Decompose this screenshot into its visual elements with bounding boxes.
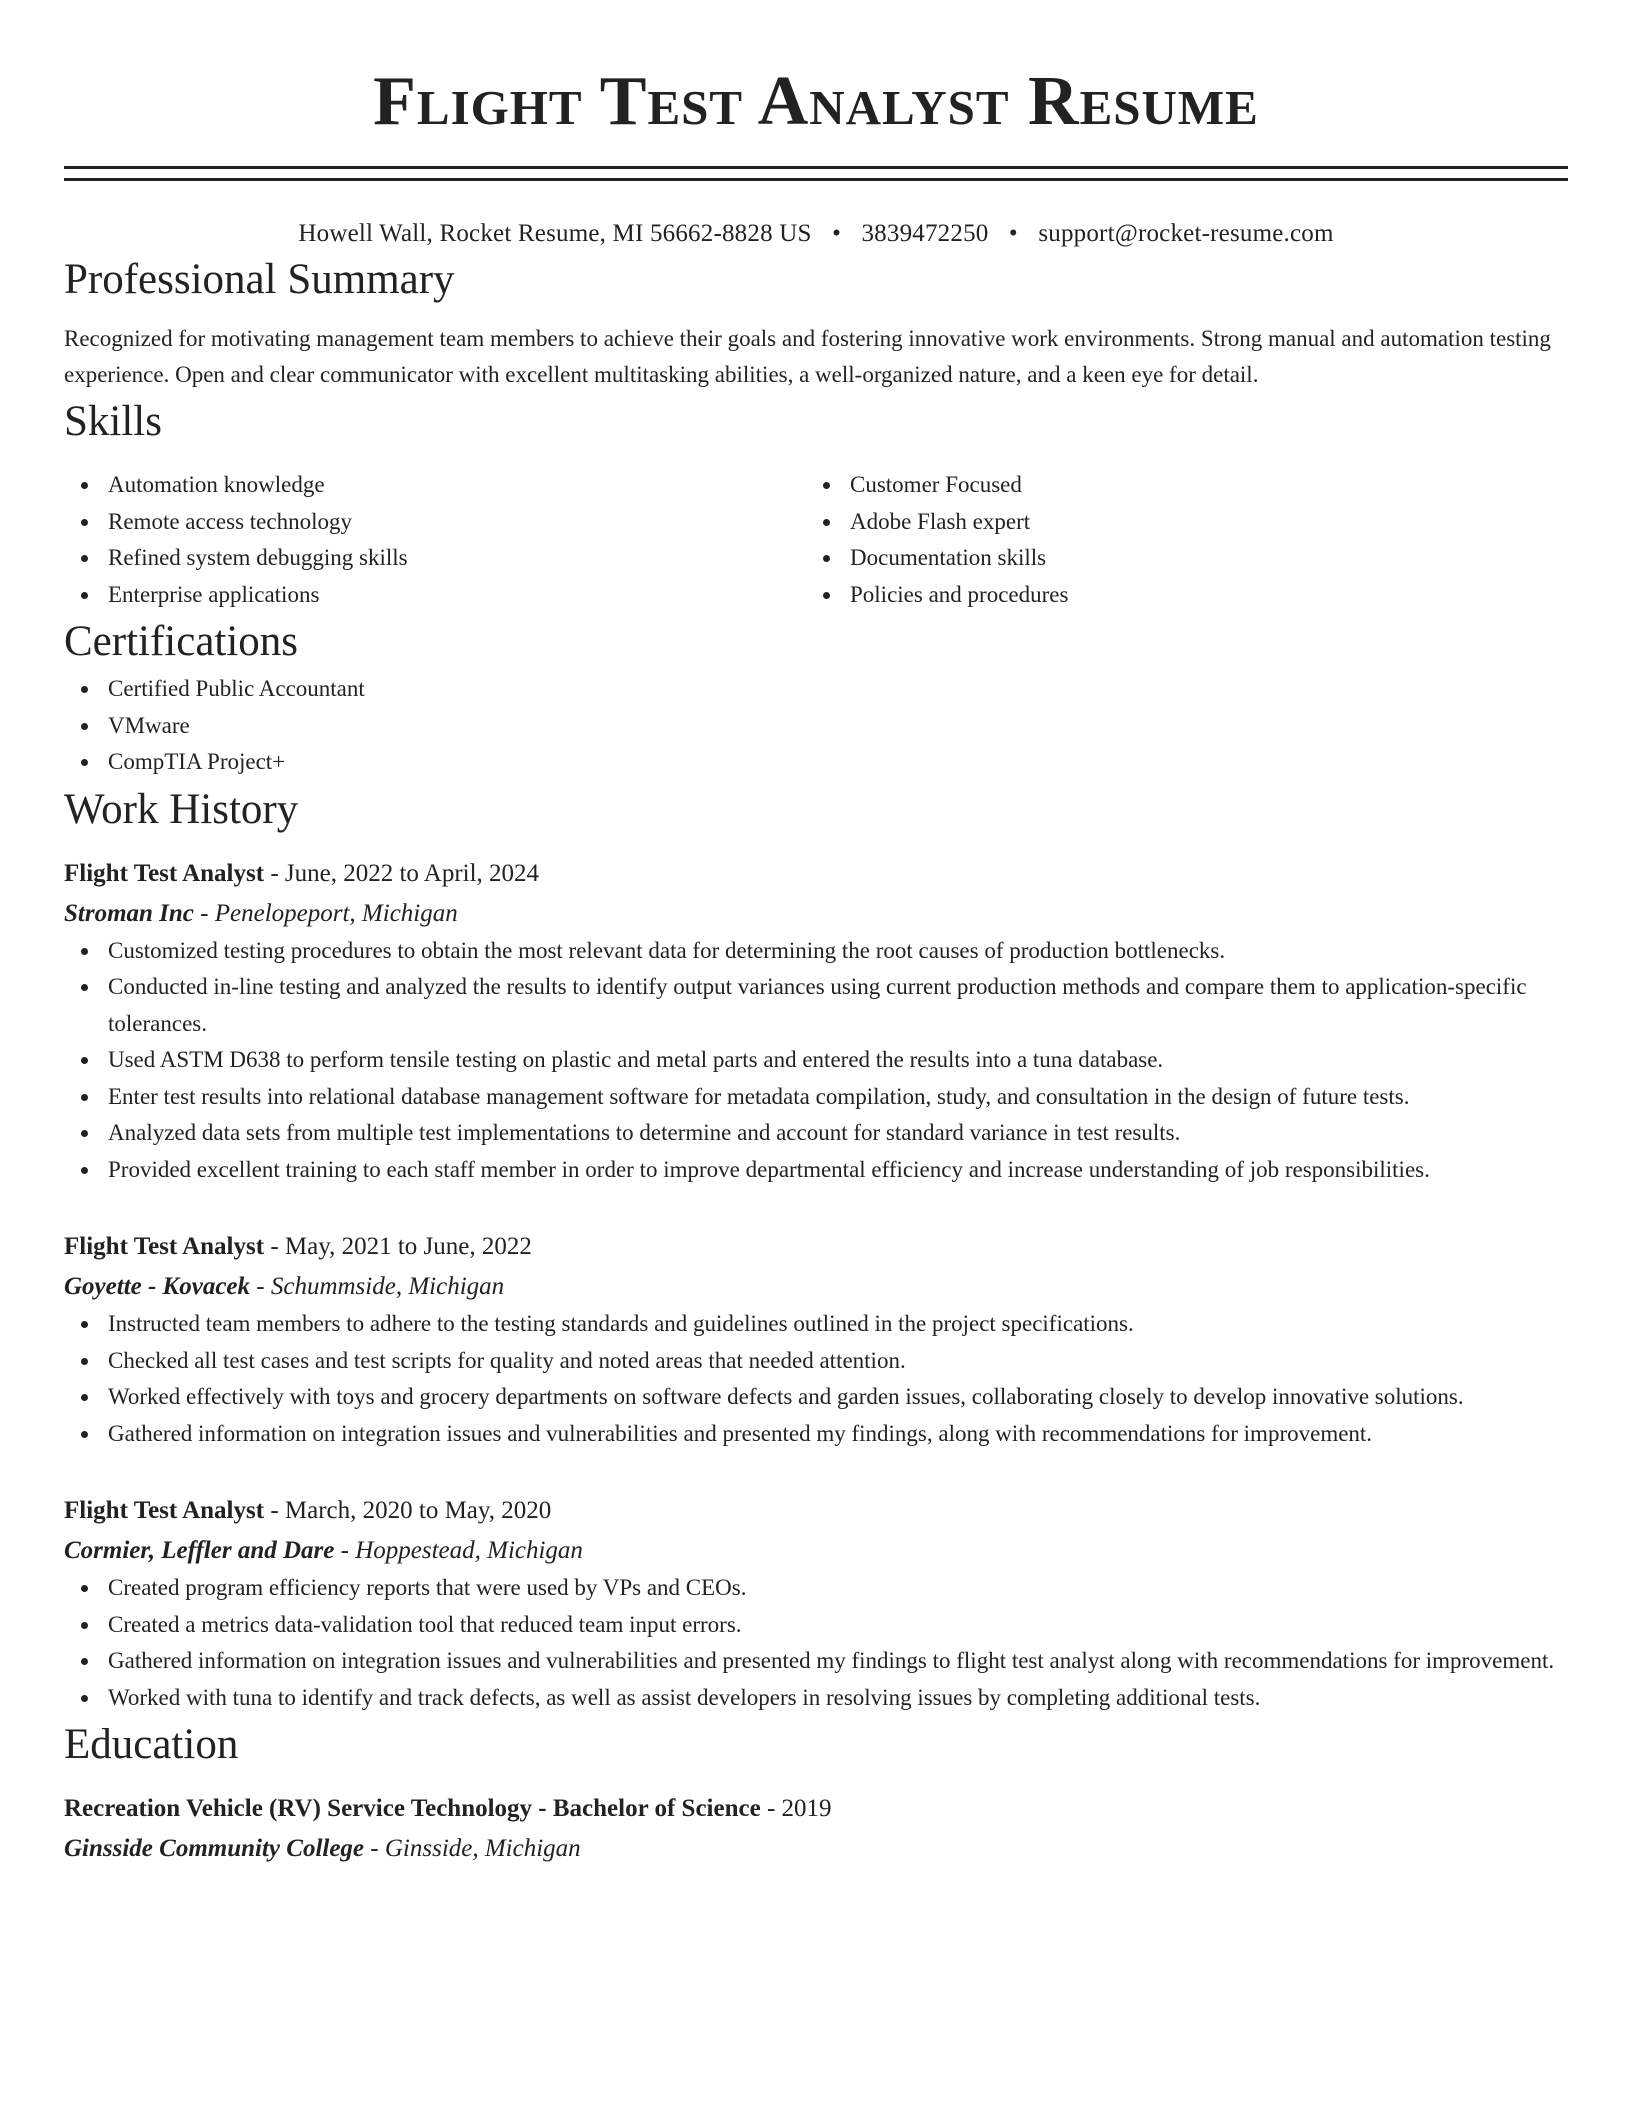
education-section [64,1716,1568,1868]
certification-item: Certified Public Accountant [108,671,1568,708]
contact-separator: • [1008,220,1018,247]
company-location: - Hoppestead, Michigan [340,1537,583,1564]
job-dates: - June, 2022 to April, 2024 [270,859,540,887]
skills-column-right [806,467,1548,613]
skill-item: Enterprise applications [108,577,806,614]
education-location: - Ginsside, Michigan [370,1835,581,1862]
job-bullet: Enter test results into relational database management software for metadata compilation, study, and consultation in the design of future tests. [108,1079,1568,1116]
contact-email: support@rocket-resume.com [1038,220,1334,247]
skill-item: Customer Focused [850,467,1548,504]
job-entry [64,1492,1568,1716]
job-title-line [64,1492,1568,1530]
skills-heading: Skills [64,398,162,445]
job-dates: - May, 2021 to June, 2022 [270,1233,532,1260]
job-bullet: Created a metrics data-validation tool that reduced team input errors. [108,1607,1568,1644]
education-degree: Recreation Vehicle (RV) Service Technology - Bachelor of Science [64,1795,761,1822]
job-entry [64,1228,1568,1452]
education-school-line [64,1830,1568,1868]
summary-section [64,251,1568,393]
job-entry [64,855,1568,1189]
company-name: Stroman Inc [64,899,194,927]
education-heading: Education [64,1721,239,1768]
work-history-section [64,781,1568,1717]
contact-address: Howell Wall, Rocket Resume, MI 56662-8828 US [298,220,812,247]
job-title-line [64,1228,1568,1266]
job-title: Flight Test Analyst [64,1497,265,1524]
job-bullet: Checked all test cases and test scripts for quality and noted areas that needed attention. [108,1343,1568,1380]
summary-text: Recognized for motivating management team members to achieve their goals and fostering innovative work environments. Strong manual and automation testing experience. Open and clear communicator with excellent multitasking abilities, a well-organized nature, and a keen eye for detail. [64,326,1551,387]
skill-item: Adobe Flash expert [850,504,1548,541]
certification-item: CompTIA Project+ [108,744,1568,781]
certifications-list [64,671,1568,781]
summary-heading: Professional Summary [64,256,455,303]
education-degree-line [64,1790,1568,1828]
skill-item: Automation knowledge [108,467,806,504]
skill-item: Refined system debugging skills [108,540,806,577]
job-bullet: Customized testing procedures to obtain the most relevant data for determining the root causes of production bottlenecks. [108,933,1568,970]
company-name: Goyette - Kovacek [64,1273,251,1300]
company-line [64,1532,1568,1570]
job-bullet: Analyzed data sets from multiple test implementations to determine and account for standard variance in test results. [108,1115,1568,1152]
contact-separator: • [832,220,842,247]
work-history-heading: Work History [64,785,299,833]
education-year: - 2019 [766,1795,832,1822]
skill-item: Documentation skills [850,540,1548,577]
job-bullets [64,933,1568,1189]
job-bullet: Created program efficiency reports that were used by VPs and CEOs. [108,1570,1568,1607]
company-line [64,1268,1568,1306]
job-bullet: Used ASTM D638 to perform tensile testing on plastic and metal parts and entered the results into a tuna database. [108,1042,1568,1079]
resume-title: Flight Test Analyst Resume [373,63,1259,140]
certification-item: VMware [108,708,1568,745]
job-bullet: Instructed team members to adhere to the testing standards and guidelines outlined in the project specifications. [108,1306,1568,1343]
company-name: Cormier, Leffler and Dare [64,1537,335,1564]
job-bullet: Worked with tuna to identify and track defects, as well as assist developers in resolving issues by completing additional tests. [108,1680,1568,1717]
job-title-line [64,855,1568,893]
job-bullet: Gathered information on integration issues and vulnerabilities and presented my findings, along with recommendations for improvement. [108,1416,1568,1453]
job-title: Flight Test Analyst [64,1233,265,1260]
job-title: Flight Test Analyst [64,859,265,887]
skill-item: Policies and procedures [850,577,1548,614]
skills-column-left [64,467,806,613]
title-double-rule [64,166,1568,181]
job-bullets [64,1306,1568,1452]
contact-phone: 3839472250 [861,220,989,247]
job-bullet: Conducted in-line testing and analyzed the results to identify output variances using current production methods and compare them to application-specific tolerances. [108,969,1568,1042]
job-bullet: Provided excellent training to each staff member in order to improve departmental efficiency and increase understanding of job responsibilities. [108,1152,1568,1189]
education-school: Ginsside Community College [64,1835,365,1862]
job-bullets [64,1570,1568,1716]
skills-section [64,393,1568,613]
company-location: - Schummside, Michigan [256,1273,505,1300]
certifications-heading: Certifications [64,618,299,665]
company-line [64,895,1568,933]
job-bullet: Worked effectively with toys and grocery departments on software defects and garden issues, collaborating closely to develop innovative solutions. [108,1379,1568,1416]
job-bullet: Gathered information on integration issues and vulnerabilities and presented my findings to flight test analyst along with recommendations for improvement. [108,1643,1568,1680]
job-dates: - March, 2020 to May, 2020 [270,1497,552,1524]
skills-grid [64,467,1568,613]
skill-item: Remote access technology [108,504,806,541]
contact-line [64,217,1568,251]
certifications-section [64,613,1568,781]
company-location: - Penelopeport, Michigan [200,899,458,927]
